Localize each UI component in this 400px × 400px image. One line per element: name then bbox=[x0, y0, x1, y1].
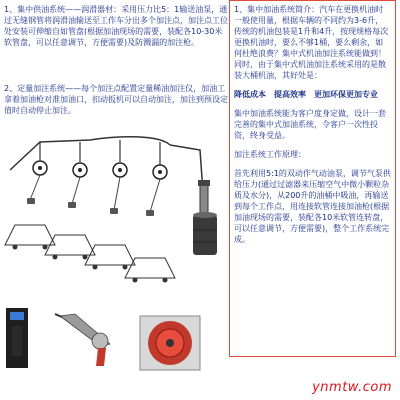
wall-bracket-icon bbox=[6, 308, 28, 368]
intro-text: 1、集中加油系统简介：汽车在更换机油时一般使用量，根据车辆的不同约为3-6升，传统的机油包装是1升和4升，按现规格每次更换机油时，要么不够1桶，要么剩余，如何杜绝浪费？集中式机油加注系统能做到！ bbox=[234, 5, 389, 58]
oil-drum-icon bbox=[193, 212, 217, 255]
ability-text: 集中加油系统能为客户度身定做，设计一套完善的集中式加油系统，令客户一次性投资，终身受益。 bbox=[234, 109, 386, 140]
section-2-text: 2、定量加注系统——每个加注点配置定量稀油加注仪，加油工拿着加油枪对准加油口，扣动扳机可以自动加注，加注到预设定值时自动停止加注。 bbox=[4, 84, 228, 115]
hose-reel-box-icon bbox=[140, 316, 200, 370]
section-1-text: 1、集中供油系统——润滑器材：采用压力比5：1输送油泵，通过无缝钢管将润滑油输送至工作车分出多个加注点，加注点工位处安装可伸缩自如管盘(根据加油现场的需要，装配各10-30米软管盘，可以任意调节，方便需要)及防溅漏的加注枪。 bbox=[4, 5, 228, 47]
system-diagram bbox=[0, 130, 228, 292]
benefits-text: 降低成本 提高效率 更加环保更加专业 bbox=[234, 90, 378, 99]
pump-icon bbox=[198, 180, 210, 215]
watermark: ynmtw.com bbox=[312, 380, 392, 395]
product-images bbox=[0, 296, 228, 376]
oil-gun-icon bbox=[55, 314, 110, 366]
meanwhile-text: 同时，由于集中式机油加注系统采用的是散装大桶机油，其好处是： bbox=[234, 60, 386, 80]
principle-text: 首先利用5:1的双动作气动油泵，调节气泵供给压力(通过过滤器来压缩空气中微小颗粒杂质及水分)，从200升的油桶中吸油，再输送到每个工作点，用连接软管连接加油枪(根据加油现场的需要，装配各10米软管连转盘，可以任意调节，方便需要)，整个工作系统完成。 bbox=[234, 169, 391, 244]
right-info-panel bbox=[229, 0, 396, 357]
principle-title: 加注系统工作原理： bbox=[234, 150, 306, 159]
hose-reel-icon bbox=[33, 161, 167, 179]
